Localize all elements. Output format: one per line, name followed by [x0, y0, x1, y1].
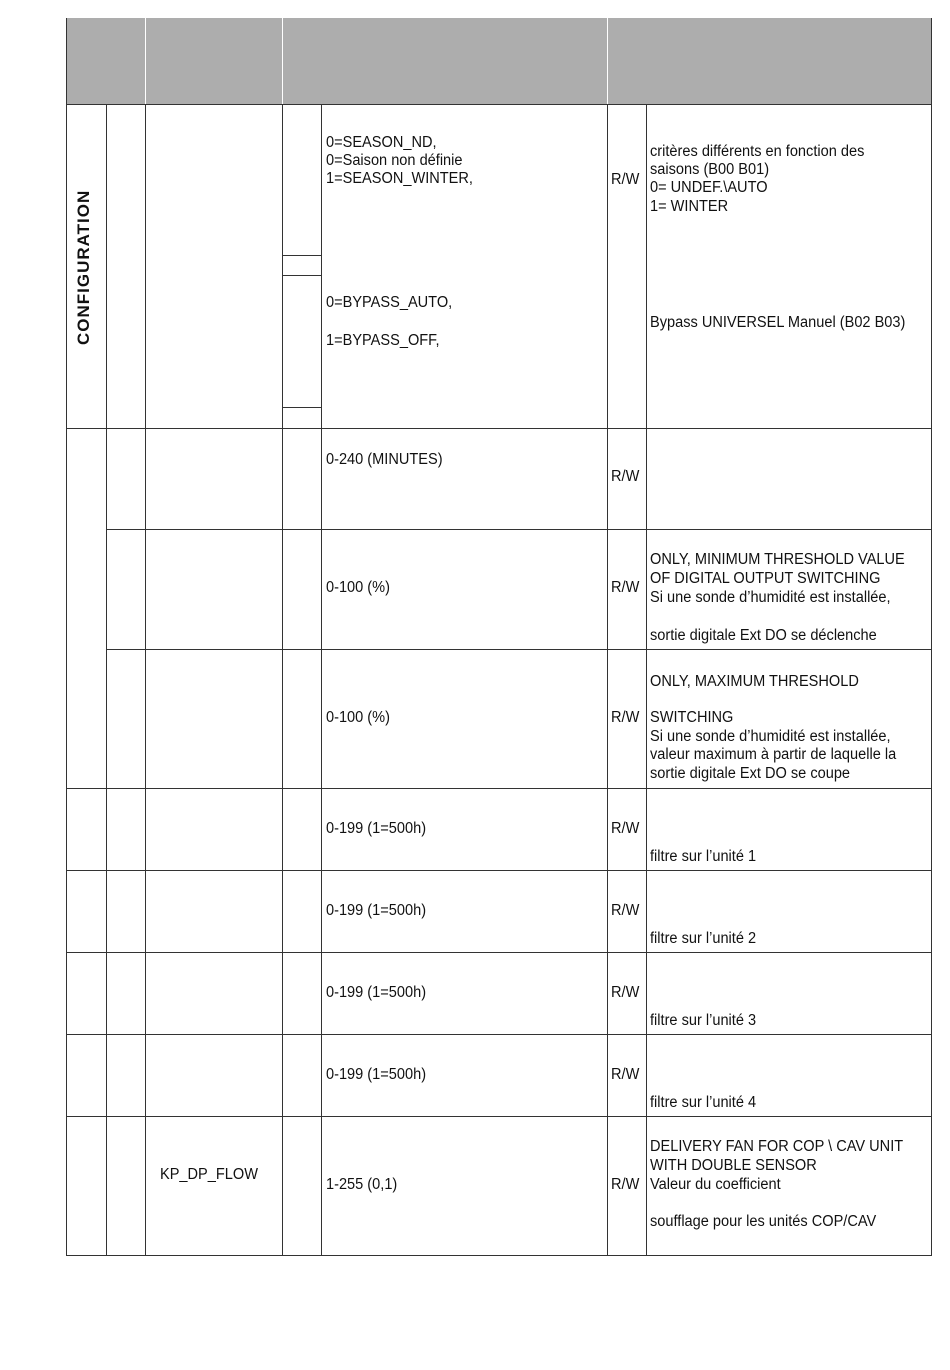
sub-row-divider [282, 407, 321, 408]
value-line: 0=SEASON_ND, [326, 134, 437, 151]
header-cell-1 [66, 18, 145, 104]
description-line: soufflage pour les unités COP/CAV [650, 1213, 877, 1230]
register-name: KP_DP_FLOW [160, 1166, 258, 1183]
description-line: ONLY, MINIMUM THRESHOLD VALUE [650, 551, 905, 568]
row-divider [66, 1034, 932, 1035]
value-cell: 0-100 (%) [326, 709, 390, 726]
description-line: WITH DOUBLE SENSOR [650, 1157, 817, 1174]
value-cell: 0-199 (1=500h) [326, 820, 427, 837]
description-line: valeur maximum à partir de laquelle la [650, 746, 897, 763]
column-divider [607, 104, 608, 1256]
description-line: Valeur du coefficient [650, 1176, 781, 1193]
header-cell-4 [608, 18, 932, 104]
description-line: sortie digitale Ext DO se coupe [650, 765, 851, 782]
access-cell: R/W [611, 984, 640, 1001]
value-line: 1=SEASON_WINTER, [326, 170, 473, 187]
access-cell: R/W [611, 902, 640, 919]
value-line: 0=Saison non définie [326, 152, 463, 169]
description-line: 0= UNDEF.\AUTO [650, 179, 768, 196]
access-cell: R/W [611, 579, 640, 596]
value-line: 1=BYPASS_OFF, [326, 332, 440, 349]
description-line: Bypass UNIVERSEL Manuel (B02 B03) [650, 314, 906, 331]
value-cell: 0-100 (%) [326, 579, 390, 596]
access-cell: R/W [611, 1066, 640, 1083]
description-line: critères différents en fonction des [650, 143, 865, 160]
value-cell: 0-199 (1=500h) [326, 1066, 427, 1083]
description-line: Si une sonde d’humidité est installée, [650, 728, 891, 745]
value-cell: 0-199 (1=500h) [326, 984, 427, 1001]
access-cell: R/W [611, 709, 640, 726]
row-divider [66, 428, 932, 429]
description-line: filtre sur l’unité 3 [650, 1012, 757, 1029]
row-divider [106, 529, 932, 530]
access-cell: R/W [611, 468, 640, 485]
column-divider [321, 104, 322, 1256]
description-line: filtre sur l’unité 2 [650, 930, 757, 947]
row-divider [66, 952, 932, 953]
value-cell: 0-199 (1=500h) [326, 902, 427, 919]
column-divider [646, 104, 647, 1256]
description-line: OF DIGITAL OUTPUT SWITCHING [650, 570, 881, 587]
description-line: Si une sonde d’humidité est installée, [650, 589, 891, 606]
row-divider [106, 649, 932, 650]
section-label: CONFIGURATION [74, 189, 93, 345]
access-cell: R/W [611, 1176, 640, 1193]
description-line: filtre sur l’unité 1 [650, 848, 757, 865]
column-divider [106, 104, 107, 1256]
value-line: 0=BYPASS_AUTO, [326, 294, 453, 311]
column-divider [145, 104, 146, 1256]
row-divider [66, 104, 932, 105]
description-line: DELIVERY FAN FOR COP \ CAV UNIT [650, 1138, 904, 1155]
row-divider [66, 1255, 932, 1256]
description-line: ONLY, MAXIMUM THRESHOLD [650, 673, 859, 690]
sub-row-divider [282, 275, 321, 276]
row-divider [66, 870, 932, 871]
description-line: sortie digitale Ext DO se déclenche [650, 627, 877, 644]
row-divider [66, 1116, 932, 1117]
header-cell-2 [146, 18, 282, 104]
description-line: saisons (B00 B01) [650, 161, 770, 178]
sub-row-divider [282, 255, 321, 256]
row-divider [66, 788, 932, 789]
description-line: 1= WINTER [650, 198, 729, 215]
description-line: filtre sur l’unité 4 [650, 1094, 757, 1111]
access-cell: R/W [611, 820, 640, 837]
access-cell: R/W [611, 171, 640, 188]
column-divider [66, 18, 67, 1256]
description-line: SWITCHING [650, 709, 734, 726]
value-cell: 1-255 (0,1) [326, 1176, 398, 1193]
column-divider [282, 104, 283, 1256]
column-divider [931, 18, 932, 1256]
header-cell-3 [283, 18, 607, 104]
value-cell: 0-240 (MINUTES) [326, 451, 443, 468]
